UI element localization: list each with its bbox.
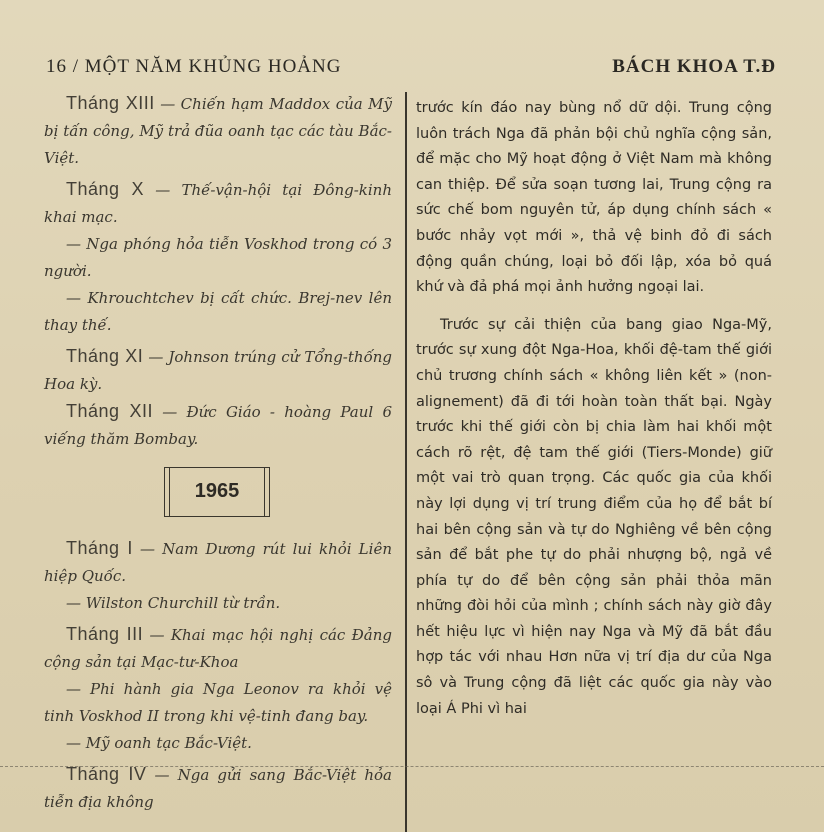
chronology-entry: [44, 285, 392, 339]
entry-text: — Nga phóng hỏa tiễn Voskhod trong có 3 người.: [44, 235, 392, 280]
year-label: 1965: [194, 480, 240, 502]
left-column-chronology: [44, 90, 392, 816]
year-box: [164, 467, 270, 517]
article-paragraph: trước kín đáo nay bùng nổ dữ dội. Trung cộng luôn trách Nga đã phản bội chủ nghĩa cộng sản, để mặc cho Mỹ hoạt động ở Việt Nam mà không can thiệp. Để sửa soạn tương lai, Trung cộng ra sức chế bom nguyên tử, áp dụng chính sách « bước nhảy vọt mới », thả vệ binh đỏ đi sách động quần chúng, loại bỏ đối lập, xóa bỏ quá khứ và đả phá mọi ảnh hưởng ngoại lai.: [416, 100, 772, 296]
chronology-entry: [44, 730, 392, 757]
chronology-entry: [44, 176, 392, 231]
chronology-entry: [44, 761, 392, 816]
entry-text: — Phi hành gia Nga Leonov ra khỏi vệ tinh Voskhod II trong khi vệ-tinh đang bay.: [44, 680, 392, 725]
entry-month: Tháng III: [66, 624, 144, 644]
entry-text: — Khai mạc hội nghị các Đảng cộng sản tại Mạc-tư-Khoa: [44, 626, 392, 671]
chronology-entry: [44, 343, 392, 398]
year-heading: [44, 461, 392, 531]
chronology-entry: [44, 231, 392, 285]
entry-text: — Chiến hạm Maddox của Mỹ bị tấn công, Mỹ trả đũa oanh tạc các tàu Bắc-Việt.: [44, 95, 392, 167]
entry-text: — Johnson trúng cử Tổng-thống Hoa kỳ.: [44, 348, 393, 393]
chronology-entry: [44, 676, 392, 730]
entry-text: — Nga gửi sang Bắc-Việt hỏa tiễn địa không: [44, 766, 392, 811]
entry-text: — Mỹ oanh tạc Bắc-Việt.: [66, 734, 252, 752]
chronology-entry: [44, 621, 392, 676]
running-header: [46, 56, 776, 82]
entry-text: — Nam Dương rút lui khỏi Liên hiệp Quốc.: [44, 540, 392, 585]
entry-text: — Wilston Churchill từ trần.: [66, 594, 281, 612]
entry-month: Tháng I: [66, 538, 133, 558]
entry-text: — Đức Giáo - hoàng Paul 6 viếng thăm Bombay.: [44, 403, 392, 448]
entry-month: Tháng XIII: [66, 93, 155, 113]
header-right-publication: BÁCH KHOA T.Đ: [612, 56, 776, 77]
chronology-entry: [44, 398, 392, 453]
article-paragraph: Trước sự cải thiện của bang giao Nga-Mỹ, trước sự xung đột Nga-Hoa, khối đệ-tam thế giới chủ trương chính sách « không liên kết » (non-alignement) đã đi tới hoàn toàn thất bại. Ngày trước khi thế giới còn bị chia làm hai khối một cách rõ rệt, đệ tam thế giới (Tiers-Monde) giữ một vai trò quan trọng. Các quốc gia của khối này lợi dụng vị trí trung điểm của họ để bắt bí hai bên cộng sản và tự do Nghiêng về bên cộng sản để bắt phe tự do phải nhượng bộ, ngả về phía tự do để bên cộng sản phải thỏa mãn những đòi hỏi của mình ; chính sách này giờ đây hết hiệu lực vì hiện nay Nga và Mỹ đã bắt đầu hợp tác với nhau Hơn nữa vị trí địa dư của Nga sô và Trung cộng đã liệt các quốc gia này vào loại Á Phi vì hai: [416, 316, 772, 717]
chronology-entry: [44, 90, 392, 172]
entry-month: Tháng XII: [66, 401, 154, 421]
entry-text: — Thế-vận-hội tại Đông-kinh khai mạc.: [44, 181, 392, 226]
chronology-entry: [44, 535, 392, 590]
right-column-article: [416, 96, 772, 722]
header-left-page-title: 16 / MỘT NĂM KHỦNG HOẢNG: [46, 56, 342, 77]
chronology-entry: [44, 590, 392, 617]
entry-month: Tháng IV: [66, 764, 147, 784]
page-fold-crease: [0, 766, 824, 768]
column-divider: [405, 92, 407, 832]
entry-text: — Khrouchtchev bị cất chức. Brej-nev lên thay thế.: [44, 289, 392, 334]
entry-month: Tháng XI: [66, 346, 144, 366]
entry-month: Tháng X: [66, 179, 145, 199]
